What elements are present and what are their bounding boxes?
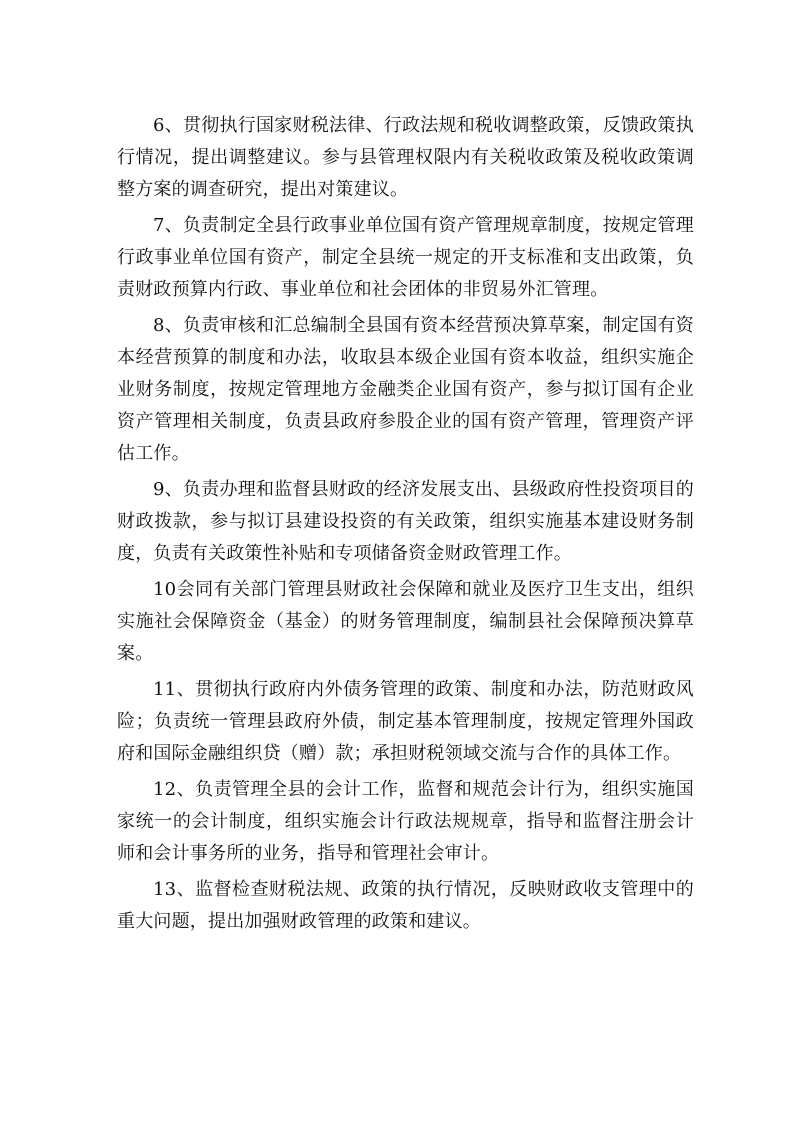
paragraph-item-11: 11、贯彻执行政府内外债务管理的政策、制度和办法，防范财政风险；负责统一管理县政府外债，制定基本管理制度，按规定管理外国政府和国际金融组织贷（赠）款；承担财税领域交流与合作的具体工作。 (117, 679, 694, 764)
paragraph-item-12: 12、负责管理全县的会计工作，监督和规范会计行为，组织实施国家统一的会计制度，组织实施会计行政法规规章，指导和监督注册会计师和会计事务所的业务，指导和管理社会审计。 (117, 779, 694, 864)
document-body (117, 110, 694, 942)
paragraph-item-9: 9、负责办理和监督县财政的经济发展支出、县级政府性投资项目的财政拨款，参与拟订县建设投资的有关政策，组织实施基本建设财务制度，负责有关政策性补贴和专项储备资金财政管理工作。 (117, 479, 694, 564)
paragraph-item-7: 7、负责制定全县行政事业单位国有资产管理规章制度，按规定管理行政事业单位国有资产，制定全县统一规定的开支标准和支出政策，负责财政预算内行政、事业单位和社会团体的非贸易外汇管理。 (117, 215, 694, 300)
paragraph-item-10: 10会同有关部门管理县财政社会保障和就业及医疗卫生支出，组织实施社会保障资金（基金）的财务管理制度，编制县社会保障预决算草案。 (117, 579, 694, 664)
paragraph-item-8: 8、负责审核和汇总编制全县国有资本经营预决算草案，制定国有资本经营预算的制度和办法，收取县本级企业国有资本收益，组织实施企业财务制度，按规定管理地方金融类企业国有资产，参与拟订国有企业资产管理相关制度，负责县政府参股企业的国有资产管理，管理资产评估工作。 (117, 315, 694, 464)
paragraph-item-6: 6、贯彻执行国家财税法律、行政法规和税收调整政策，反馈政策执行情况，提出调整建议。参与县管理权限内有关税收政策及税收政策调整方案的调查研究，提出对策建议。 (117, 115, 694, 200)
paragraph-item-13: 13、监督检查财税法规、政策的执行情况，反映财政收支管理中的重大问题，提出加强财政管理的政策和建议。 (117, 879, 694, 932)
